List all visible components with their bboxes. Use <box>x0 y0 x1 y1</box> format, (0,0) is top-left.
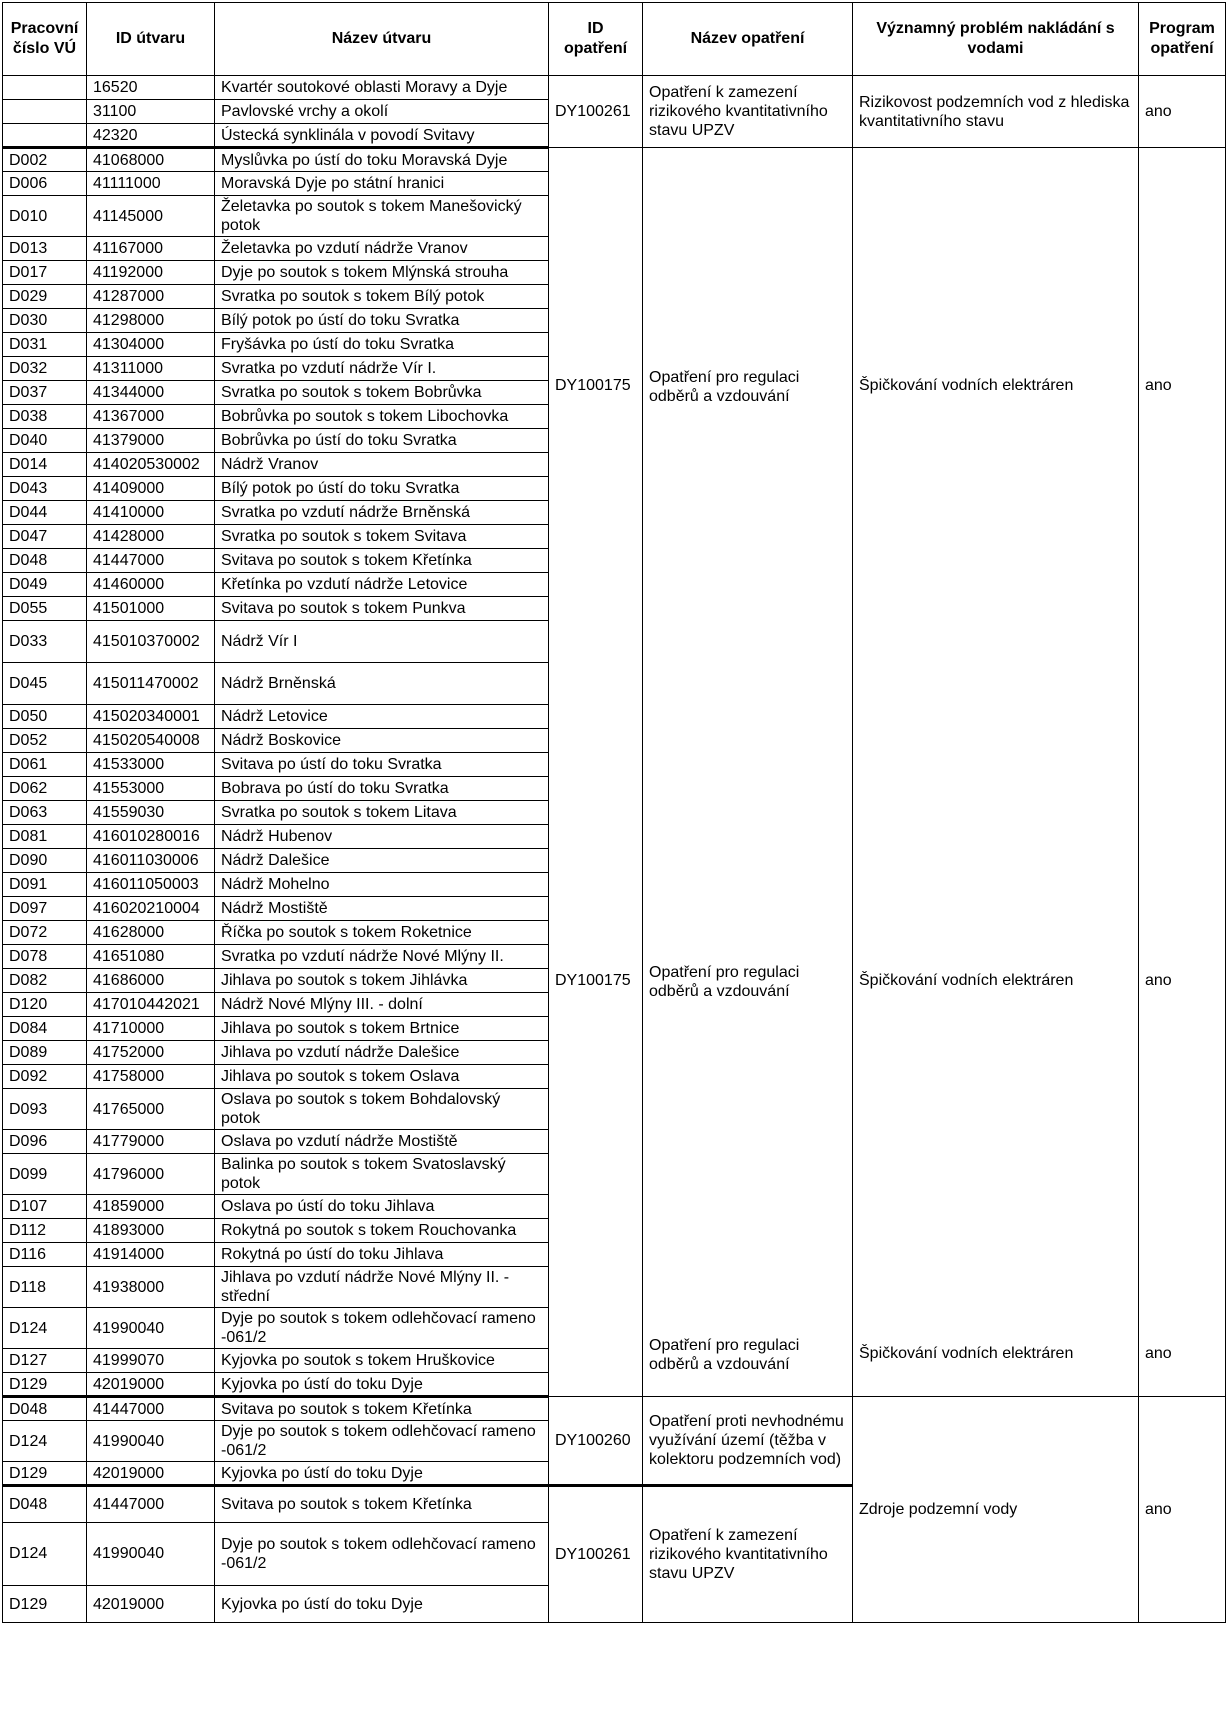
work-number-cell: D037 <box>3 381 87 405</box>
measure-id-cell: DY100260 <box>549 1397 643 1486</box>
unit-id-cell: 41990040 <box>87 1421 215 1462</box>
unit-id-cell: 41410000 <box>87 501 215 525</box>
header-unit-name: Název útvaru <box>215 3 549 76</box>
table-row <box>3 1397 1226 1421</box>
unit-id-cell: 41628000 <box>87 921 215 945</box>
problem-cell: Zdroje podzemní vody <box>853 1397 1139 1623</box>
unit-id-cell: 41990040 <box>87 1522 215 1585</box>
unit-id-cell: 42019000 <box>87 1586 215 1623</box>
program-text: ano <box>1145 377 1172 394</box>
problem-text: Špičkování vodních elektráren <box>859 377 1074 394</box>
unit-name-cell: Želetavka po vzdutí nádrže Vranov <box>215 237 549 261</box>
work-number-cell: D129 <box>3 1373 87 1397</box>
unit-name-cell: Svitava po soutok s tokem Křetínka <box>215 1486 549 1523</box>
unit-id-cell: 41990040 <box>87 1308 215 1349</box>
work-number-cell: D049 <box>3 573 87 597</box>
unit-name-cell: Dyje po soutok s tokem odlehčovací rameno -061/2 <box>215 1421 549 1462</box>
work-number-cell: D045 <box>3 663 87 705</box>
work-number-cell <box>3 76 87 100</box>
unit-id-cell: 31100 <box>87 100 215 124</box>
unit-id-cell: 41533000 <box>87 753 215 777</box>
unit-name-cell: Svratka po vzdutí nádrže Vír I. <box>215 357 549 381</box>
work-number-cell: D107 <box>3 1195 87 1219</box>
header-program: Program opatření <box>1139 3 1226 76</box>
unit-id-cell: 415020340001 <box>87 705 215 729</box>
unit-id-cell: 41447000 <box>87 549 215 573</box>
unit-id-cell: 41447000 <box>87 1486 215 1523</box>
unit-name-cell: Svratka po vzdutí nádrže Nové Mlýny II. <box>215 945 549 969</box>
unit-name-cell: Bobrava po ústí do toku Svratka <box>215 777 549 801</box>
program-text-3: ano <box>1145 1345 1172 1362</box>
unit-id-cell: 417010442021 <box>87 993 215 1017</box>
work-number-cell: D010 <box>3 196 87 237</box>
unit-name-cell: Křetínka po vzdutí nádrže Letovice <box>215 573 549 597</box>
unit-id-cell: 41068000 <box>87 148 215 172</box>
unit-name-cell: Kyjovka po ústí do toku Dyje <box>215 1373 549 1397</box>
work-number-cell: D093 <box>3 1089 87 1130</box>
work-number-cell: D129 <box>3 1462 87 1486</box>
unit-id-cell: 41145000 <box>87 196 215 237</box>
unit-name-cell: Ústecká synklinála v povodí Svitavy <box>215 124 549 148</box>
work-number-cell: D124 <box>3 1308 87 1349</box>
unit-name-cell: Nádrž Hubenov <box>215 825 549 849</box>
unit-name-cell: Oslava po ústí do toku Jihlava <box>215 1195 549 1219</box>
unit-id-cell: 416011030006 <box>87 849 215 873</box>
unit-name-cell: Svratka po soutok s tokem Litava <box>215 801 549 825</box>
unit-id-cell: 41914000 <box>87 1243 215 1267</box>
unit-id-cell: 16520 <box>87 76 215 100</box>
measures-table-container <box>2 2 1225 1623</box>
unit-name-cell: Rokytná po soutok s tokem Rouchovanka <box>215 1219 549 1243</box>
work-number-cell: D099 <box>3 1154 87 1195</box>
unit-id-cell: 42019000 <box>87 1462 215 1486</box>
work-number-cell: D120 <box>3 993 87 1017</box>
work-number-cell: D097 <box>3 897 87 921</box>
unit-name-cell: Bílý potok po ústí do toku Svratka <box>215 477 549 501</box>
work-number-cell <box>3 124 87 148</box>
unit-name-cell: Jihlava po soutok s tokem Jihlávka <box>215 969 549 993</box>
work-number-cell: D013 <box>3 237 87 261</box>
unit-id-cell: 41686000 <box>87 969 215 993</box>
work-number-cell: D092 <box>3 1065 87 1089</box>
unit-name-cell: Oslava po soutok s tokem Bohdalovský potok <box>215 1089 549 1130</box>
work-number-cell: D014 <box>3 453 87 477</box>
unit-id-cell: 41287000 <box>87 285 215 309</box>
program-cell: ano <box>1139 76 1226 148</box>
program-cell: ano <box>1139 1397 1226 1623</box>
work-number-cell: D050 <box>3 705 87 729</box>
table-row <box>3 76 1226 100</box>
unit-id-cell: 41779000 <box>87 1130 215 1154</box>
unit-name-cell: Nádrž Vír I <box>215 621 549 663</box>
measures-table <box>2 2 1226 1623</box>
header-work-number: Pracovní číslo VÚ <box>3 3 87 76</box>
unit-id-cell: 41651080 <box>87 945 215 969</box>
header-measure-name: Název opatření <box>643 3 853 76</box>
unit-id-cell: 41167000 <box>87 237 215 261</box>
work-number-cell: D047 <box>3 525 87 549</box>
program-text-2: ano <box>1145 972 1172 989</box>
unit-name-cell: Svitava po soutok s tokem Křetínka <box>215 1397 549 1421</box>
work-number-cell: D124 <box>3 1522 87 1585</box>
unit-id-cell: 41859000 <box>87 1195 215 1219</box>
header-row <box>3 3 1226 76</box>
problem-text-3: Špičkování vodních elektráren <box>859 1345 1074 1362</box>
unit-name-cell: Říčka po soutok s tokem Roketnice <box>215 921 549 945</box>
work-number-cell: D040 <box>3 429 87 453</box>
measure-name-text-2: Opatření pro regulaci odběrů a vzdouvání <box>649 964 800 1000</box>
program-cell-split <box>1139 148 1226 1397</box>
table-body <box>3 76 1226 1623</box>
work-number-cell: D082 <box>3 969 87 993</box>
unit-id-cell: 41796000 <box>87 1154 215 1195</box>
unit-id-cell: 41765000 <box>87 1089 215 1130</box>
unit-name-cell: Fryšávka po ústí do toku Svratka <box>215 333 549 357</box>
unit-name-cell: Nádrž Dalešice <box>215 849 549 873</box>
unit-name-cell: Nádrž Nové Mlýny III. - dolní <box>215 993 549 1017</box>
work-number-cell: D032 <box>3 357 87 381</box>
work-number-cell: D043 <box>3 477 87 501</box>
work-number-cell: D081 <box>3 825 87 849</box>
work-number-cell: D030 <box>3 309 87 333</box>
unit-name-cell: Svitava po soutok s tokem Křetínka <box>215 549 549 573</box>
unit-name-cell: Svratka po soutok s tokem Svitava <box>215 525 549 549</box>
unit-id-cell: 41752000 <box>87 1041 215 1065</box>
work-number-cell: D112 <box>3 1219 87 1243</box>
work-number-cell: D052 <box>3 729 87 753</box>
measure-id-text: DY100175 <box>555 377 631 394</box>
work-number-cell: D090 <box>3 849 87 873</box>
work-number-cell: D063 <box>3 801 87 825</box>
work-number-cell: D116 <box>3 1243 87 1267</box>
measure-name-cell-split <box>643 148 853 1397</box>
unit-name-cell: Moravská Dyje po státní hranici <box>215 172 549 196</box>
work-number-cell: D002 <box>3 148 87 172</box>
unit-name-cell: Nádrž Mostiště <box>215 897 549 921</box>
unit-name-cell: Balinka po soutok s tokem Svatoslavský potok <box>215 1154 549 1195</box>
unit-id-cell: 41460000 <box>87 573 215 597</box>
work-number-cell: D006 <box>3 172 87 196</box>
unit-name-cell: Nádrž Mohelno <box>215 873 549 897</box>
unit-name-cell: Myslůvka po ústí do toku Moravská Dyje <box>215 148 549 172</box>
work-number-cell: D127 <box>3 1349 87 1373</box>
unit-id-cell: 415010370002 <box>87 621 215 663</box>
unit-name-cell: Kyjovka po ústí do toku Dyje <box>215 1462 549 1486</box>
work-number-cell: D055 <box>3 597 87 621</box>
unit-name-cell: Jihlava po vzdutí nádrže Dalešice <box>215 1041 549 1065</box>
unit-name-cell: Svratka po vzdutí nádrže Brněnská <box>215 501 549 525</box>
work-number-cell: D033 <box>3 621 87 663</box>
work-number-cell: D038 <box>3 405 87 429</box>
unit-name-cell: Oslava po vzdutí nádrže Mostiště <box>215 1130 549 1154</box>
unit-id-cell: 41409000 <box>87 477 215 501</box>
unit-id-cell: 41428000 <box>87 525 215 549</box>
unit-id-cell: 41304000 <box>87 333 215 357</box>
unit-name-cell: Nádrž Brněnská <box>215 663 549 705</box>
unit-name-cell: Želetavka po soutok s tokem Manešovický potok <box>215 196 549 237</box>
problem-cell-split <box>853 148 1139 1397</box>
work-number-cell: D091 <box>3 873 87 897</box>
unit-name-cell: Bobrůvka po ústí do toku Svratka <box>215 429 549 453</box>
measure-name-cell: Opatření proti nevhodnému využívání území (těžba v kolektoru podzemních vod) <box>643 1397 853 1486</box>
measure-name-cell: Opatření k zamezení rizikového kvantitativního stavu UPZV <box>643 1486 853 1623</box>
work-number-cell: D118 <box>3 1267 87 1308</box>
work-number-cell: D044 <box>3 501 87 525</box>
unit-name-cell: Bílý potok po ústí do toku Svratka <box>215 309 549 333</box>
work-number-cell: D089 <box>3 1041 87 1065</box>
unit-name-cell: Svratka po soutok s tokem Bílý potok <box>215 285 549 309</box>
work-number-cell: D048 <box>3 549 87 573</box>
unit-name-cell: Kyjovka po ústí do toku Dyje <box>215 1586 549 1623</box>
work-number-cell: D078 <box>3 945 87 969</box>
measure-id-cell: DY100261 <box>549 1486 643 1623</box>
unit-name-cell: Rokytná po ústí do toku Jihlava <box>215 1243 549 1267</box>
unit-name-cell: Svitava po soutok s tokem Punkva <box>215 597 549 621</box>
work-number-cell: D031 <box>3 333 87 357</box>
unit-id-cell: 41501000 <box>87 597 215 621</box>
unit-id-cell: 41344000 <box>87 381 215 405</box>
unit-id-cell: 42019000 <box>87 1373 215 1397</box>
unit-id-cell: 415020540008 <box>87 729 215 753</box>
unit-name-cell: Svratka po soutok s tokem Bobrůvka <box>215 381 549 405</box>
problem-text-2: Špičkování vodních elektráren <box>859 972 1074 989</box>
unit-name-cell: Bobrůvka po soutok s tokem Libochovka <box>215 405 549 429</box>
unit-id-cell: 414020530002 <box>87 453 215 477</box>
work-number-cell: D017 <box>3 261 87 285</box>
unit-name-cell: Kyjovka po soutok s tokem Hruškovice <box>215 1349 549 1373</box>
measure-id-cell: DY100261 <box>549 76 643 148</box>
unit-name-cell: Jihlava po soutok s tokem Oslava <box>215 1065 549 1089</box>
work-number-cell <box>3 100 87 124</box>
work-number-cell: D084 <box>3 1017 87 1041</box>
work-number-cell: D061 <box>3 753 87 777</box>
unit-id-cell: 41710000 <box>87 1017 215 1041</box>
unit-id-cell: 41758000 <box>87 1065 215 1089</box>
unit-id-cell: 41447000 <box>87 1397 215 1421</box>
unit-name-cell: Nádrž Letovice <box>215 705 549 729</box>
work-number-cell: D072 <box>3 921 87 945</box>
measure-id-cell-split <box>549 148 643 1397</box>
unit-id-cell: 416010280016 <box>87 825 215 849</box>
unit-id-cell: 41553000 <box>87 777 215 801</box>
unit-name-cell: Dyje po soutok s tokem Mlýnská strouha <box>215 261 549 285</box>
problem-cell: Rizikovost podzemních vod z hlediska kvantitativního stavu <box>853 76 1139 148</box>
unit-id-cell: 41298000 <box>87 309 215 333</box>
unit-name-cell: Dyje po soutok s tokem odlehčovací rameno -061/2 <box>215 1308 549 1349</box>
unit-id-cell: 41559030 <box>87 801 215 825</box>
unit-name-cell: Pavlovské vrchy a okolí <box>215 100 549 124</box>
unit-id-cell: 41311000 <box>87 357 215 381</box>
unit-name-cell: Nádrž Vranov <box>215 453 549 477</box>
unit-id-cell: 416020210004 <box>87 897 215 921</box>
unit-id-cell: 41893000 <box>87 1219 215 1243</box>
header-unit-id: ID útvaru <box>87 3 215 76</box>
unit-id-cell: 416011050003 <box>87 873 215 897</box>
work-number-cell: D129 <box>3 1586 87 1623</box>
unit-id-cell: 41367000 <box>87 405 215 429</box>
unit-name-cell: Jihlava po vzdutí nádrže Nové Mlýny II. - střední <box>215 1267 549 1308</box>
header-problem: Významný problém nakládání s vodami <box>853 3 1139 76</box>
work-number-cell: D029 <box>3 285 87 309</box>
measure-name-text: Opatření pro regulaci odběrů a vzdouvání <box>649 369 800 405</box>
work-number-cell: D048 <box>3 1397 87 1421</box>
measure-name-cell: Opatření k zamezení rizikového kvantitativního stavu UPZV <box>643 76 853 148</box>
table-row <box>3 148 1226 172</box>
unit-name-cell: Dyje po soutok s tokem odlehčovací rameno -061/2 <box>215 1522 549 1585</box>
unit-name-cell: Svitava po ústí do toku Svratka <box>215 753 549 777</box>
unit-id-cell: 41192000 <box>87 261 215 285</box>
unit-name-cell: Nádrž Boskovice <box>215 729 549 753</box>
measure-id-text-2: DY100175 <box>555 972 631 989</box>
unit-id-cell: 41999070 <box>87 1349 215 1373</box>
work-number-cell: D096 <box>3 1130 87 1154</box>
measure-name-text-3: Opatření pro regulaci odběrů a vzdouvání <box>649 1337 800 1373</box>
unit-name-cell: Kvartér soutokové oblasti Moravy a Dyje <box>215 76 549 100</box>
unit-id-cell: 415011470002 <box>87 663 215 705</box>
header-measure-id: ID opatření <box>549 3 643 76</box>
unit-id-cell: 41379000 <box>87 429 215 453</box>
unit-id-cell: 42320 <box>87 124 215 148</box>
work-number-cell: D048 <box>3 1486 87 1523</box>
unit-id-cell: 41938000 <box>87 1267 215 1308</box>
work-number-cell: D062 <box>3 777 87 801</box>
unit-name-cell: Jihlava po soutok s tokem Brtnice <box>215 1017 549 1041</box>
unit-id-cell: 41111000 <box>87 172 215 196</box>
work-number-cell: D124 <box>3 1421 87 1462</box>
